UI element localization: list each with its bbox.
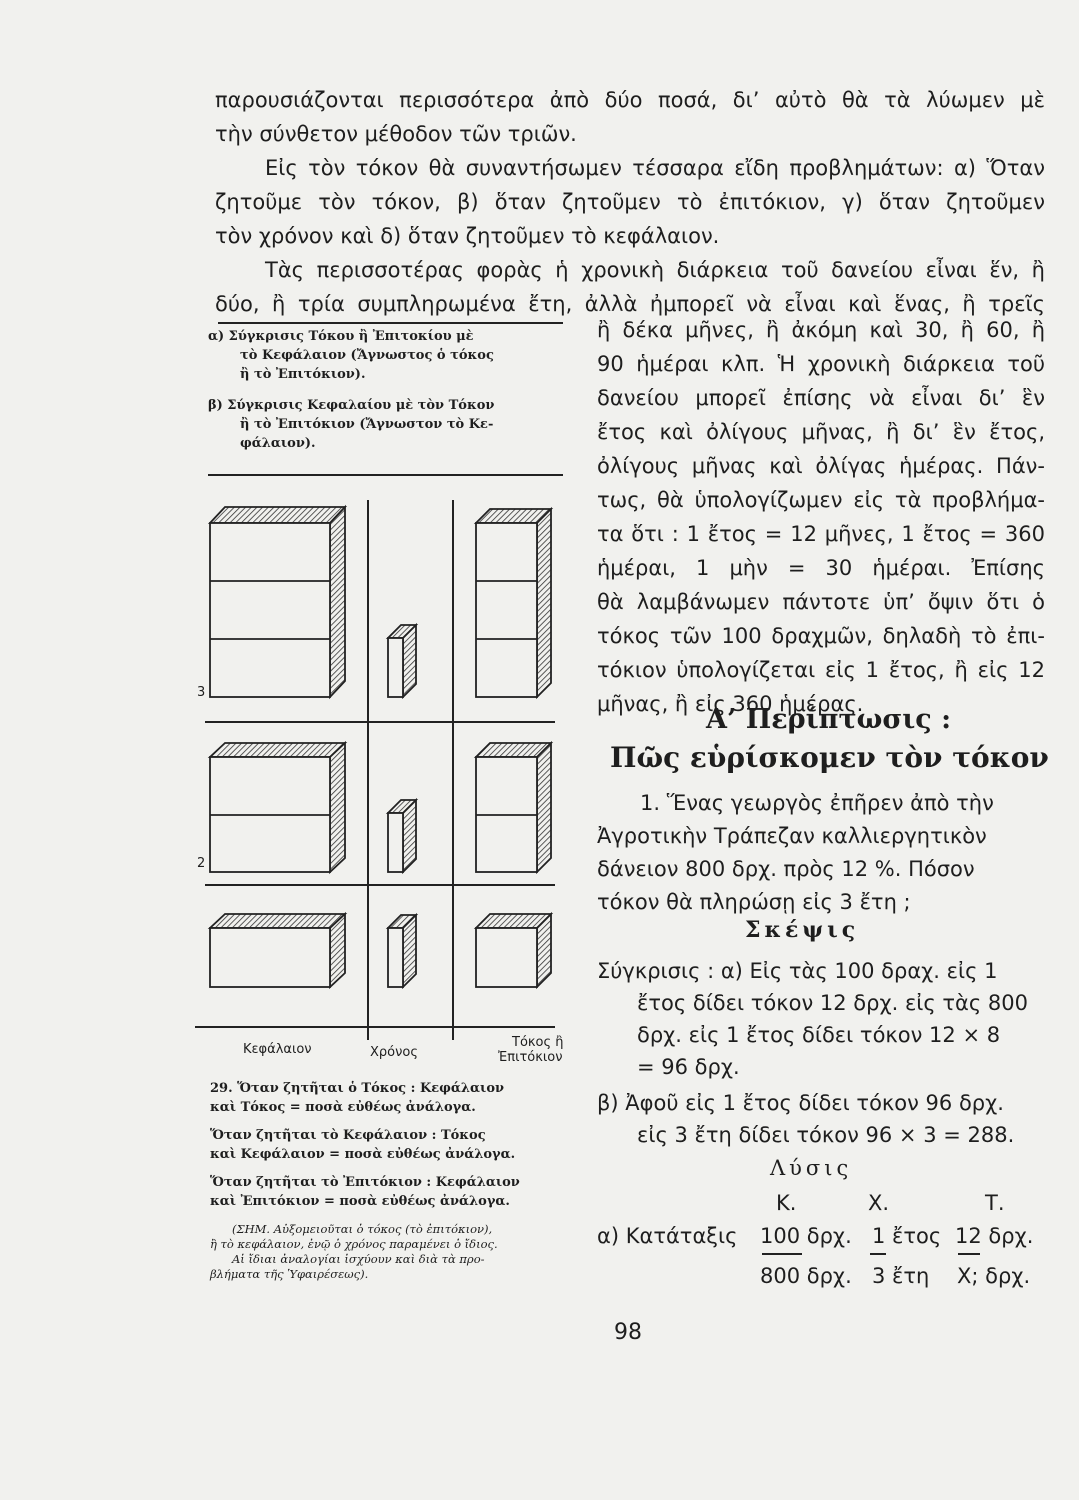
row1-interest: 12 δρχ. <box>955 1224 1034 1248</box>
divider <box>208 474 563 476</box>
row2-capital: 800 δρχ. <box>760 1264 852 1288</box>
text-line: ἡμέραι, 1 μὴν = 30 ἡμέραι. Ἐπίσης <box>597 556 1045 580</box>
case-subheading: Πῶς εὑρίσκομεν τὸν τόκον <box>610 741 1049 774</box>
box-time-1 <box>388 625 416 697</box>
skepsis-line: ἔτος δίδει τόκον 12 δρχ. εἰς τὰς 800 <box>637 991 1028 1015</box>
column-label-capital: Κεφάλαιον <box>243 1042 312 1057</box>
text-line: ἢ δέκα μῆνες, ἢ ἀκόμη καὶ 30, ἢ 60, ἢ <box>597 318 1045 342</box>
text-line: θὰ λαμβάνωμεν πάντοτε ὑπ’ ὄψιν ὅτι ὁ <box>597 590 1045 614</box>
box-capital-1 <box>210 914 345 987</box>
caption-line: Ὅταν ζητῆται τὸ Κεφάλαιον : Τόκος <box>210 1128 486 1143</box>
note-a-line: ἢ τὸ Ἐπιτόκιον). <box>240 367 366 382</box>
skepsis-line: β) Ἀφοῦ εἰς 1 ἔτος δίδει τόκον 96 δρχ. <box>597 1091 1004 1115</box>
row-label: 3 <box>197 685 206 700</box>
table-header-k: Κ. <box>776 1191 797 1215</box>
note-b-line: ἢ τὸ Ἐπιτόκιον (Ἄγνωστον τὸ Κε- <box>240 417 494 432</box>
box-interest-1 <box>476 914 551 987</box>
skepsis-line: Σύγκρισις : α) Εἰς τὰς 100 δραχ. εἰς 1 <box>597 959 998 983</box>
caption-note: βλήματα τῆς Ὑφαιρέσεως). <box>210 1267 369 1281</box>
underline <box>762 1253 802 1255</box>
row-label: α) Κατάταξις <box>597 1224 738 1248</box>
caption-line: καὶ Κεφάλαιον = ποσὰ εὐθέως ἀνάλογα. <box>210 1147 516 1162</box>
problem-line: τόκον θὰ πληρώσῃ εἰς 3 ἔτη ; <box>597 890 911 914</box>
text-line: τα ὅτι : 1 ἔτος = 12 μῆνες, 1 ἔτος = 360 <box>597 522 1045 546</box>
problem-line: 1. Ἕνας γεωργὸς ἐπῆρεν ἀπὸ τὴν <box>640 791 994 815</box>
caption-line: Ὅταν ζητῆται τὸ Ἐπιτόκιον : Κεφάλαιον <box>210 1175 520 1190</box>
caption-note: (ΣΗΜ. Αὐξομειοῦται ὁ τόκος (τὸ ἐπιτόκιον), <box>232 1222 493 1236</box>
text-line: Τὰς περισσοτέρας φορὰς ἡ χρονικὴ διάρκεια τοῦ δανείου εἶναι ἕν, ἢ <box>265 258 1045 282</box>
box-capital-2 <box>210 743 345 872</box>
caption-line: καὶ Ἐπιτόκιον = ποσὰ εὐθέως ἀνάλογα. <box>210 1194 510 1209</box>
text-line: δανείου μπορεῖ ἐπίσης νὰ εἶναι δι’ ἓν <box>597 386 1045 410</box>
note-a-line: τὸ Κεφάλαιον (Ἄγνωστος ὁ τόκος <box>240 348 494 363</box>
underline <box>958 1253 980 1255</box>
caption-note: ἢ τὸ κεφάλαιον, ἐνῷ ὁ χρόνος παραμένει ὁ ἴδιος. <box>210 1237 498 1251</box>
caption-line: 29. Ὅταν ζητῆται ὁ Τόκος : Κεφάλαιον <box>210 1081 505 1096</box>
skepsis-line: = 96 δρχ. <box>637 1055 740 1079</box>
text-line: ὀλίγους μῆνας καὶ ὀλίγας ἡμέρας. Πάν- <box>597 454 1045 478</box>
column-label-time: Χρόνος <box>370 1045 418 1060</box>
caption-line: καὶ Τόκος = ποσὰ εὐθέως ἀνάλογα. <box>210 1100 476 1115</box>
text-line: μῆνας, ἢ εἰς 360 ἡμέρας. <box>597 692 864 716</box>
text-line: 90 ἡμέραι κλπ. Ἡ χρονικὴ διάρκεια τοῦ <box>597 352 1045 376</box>
divider <box>218 322 563 324</box>
text-line: δύο, ἢ τρία συμπληρωμένα ἔτη, ἀλλὰ ἠμπορεῖ νὰ εἶναι καὶ ἕνας, ἢ τρεῖς <box>215 292 1045 316</box>
box-interest-3 <box>476 509 551 697</box>
box-time-1 <box>388 800 416 872</box>
skepsis-line: δρχ. εἰς 1 ἔτος δίδει τόκον 12 × 8 <box>637 1023 1001 1047</box>
skepsis-heading: Σκέψις <box>745 917 860 943</box>
text-line: τὴν σύνθετον μέθοδον τῶν τριῶν. <box>215 122 577 146</box>
table-header-t: Τ. <box>985 1191 1005 1215</box>
text-line: τόκος τῶν 100 δραχμῶν, δηλαδὴ τὸ ἐπι- <box>597 624 1045 648</box>
row2-interest: Χ; δρχ. <box>957 1264 1031 1288</box>
problem-line: Ἀγροτικὴν Τράπεζαν καλλιεργητικὸν <box>597 824 987 848</box>
text-line: Εἰς τὸν τόκον θὰ συναντήσωμεν τέσσαρα εἴδη προβλημάτων: α) Ὅταν <box>265 156 1045 180</box>
note-b-line: φάλαιον). <box>240 436 316 451</box>
row2-time: 3 ἔτη <box>872 1264 930 1288</box>
box-time-1 <box>388 915 416 987</box>
box-capital-3 <box>210 507 345 697</box>
row1-time: 1 ἔτος <box>872 1224 942 1248</box>
text-line: ζητοῦμε τὸν τόκον, β) ὅταν ζητοῦμεν τὸ ἐπιτόκιον, γ) ὅταν ζητοῦμεν <box>215 190 1045 214</box>
caption-note: Αἱ ἴδιαι ἀναλογίαι ἰσχύουν καὶ διὰ τὰ προ- <box>232 1252 485 1266</box>
note-b-line: β) Σύγκρισις Κεφαλαίου μὲ τὸν Τόκον <box>208 398 495 413</box>
case-heading: Α’ Περίπτωσις : <box>706 704 952 735</box>
row-label: 2 <box>197 856 206 871</box>
text-line: τόκιον ὑπολογίζεται εἰς 1 ἔτος, ἢ εἰς 12 <box>597 658 1045 682</box>
column-label-interest: Τόκος ἢ <box>512 1035 564 1050</box>
note-a-line: α) Σύγκρισις Τόκου ἢ Ἐπιτοκίου μὲ <box>208 329 474 344</box>
text-line: τως, θὰ ὑπολογίζωμεν εἰς τὰ προβλήμα- <box>597 488 1045 512</box>
proportion-figure <box>195 495 570 1070</box>
row1-capital: 100 δρχ. <box>760 1224 852 1248</box>
text-line: τὸν χρόνον καὶ δ) ὅταν ζητοῦμεν τὸ κεφάλαιον. <box>215 224 720 248</box>
table-header-x: Χ. <box>868 1191 890 1215</box>
page-number: 98 <box>614 1320 642 1345</box>
skepsis-line: εἰς 3 ἔτη δίδει τόκον 96 × 3 = 288. <box>637 1123 1015 1147</box>
problem-line: δάνειον 800 δρχ. πρὸς 12 %. Πόσον <box>597 857 975 881</box>
box-interest-2 <box>476 743 551 872</box>
underline <box>870 1253 886 1255</box>
column-label-rate: Ἐπιτόκιον <box>498 1050 563 1065</box>
text-line: ἔτος καὶ ὀλίγους μῆνας, ἢ δι’ ἓν ἔτος, <box>597 420 1045 444</box>
text-line: παρουσιάζονται περισσότερα ἀπὸ δύο ποσά, δι’ αὐτὸ θὰ τὰ λύωμεν μὲ <box>215 88 1045 112</box>
lysis-heading: Λύσις <box>770 1156 853 1180</box>
